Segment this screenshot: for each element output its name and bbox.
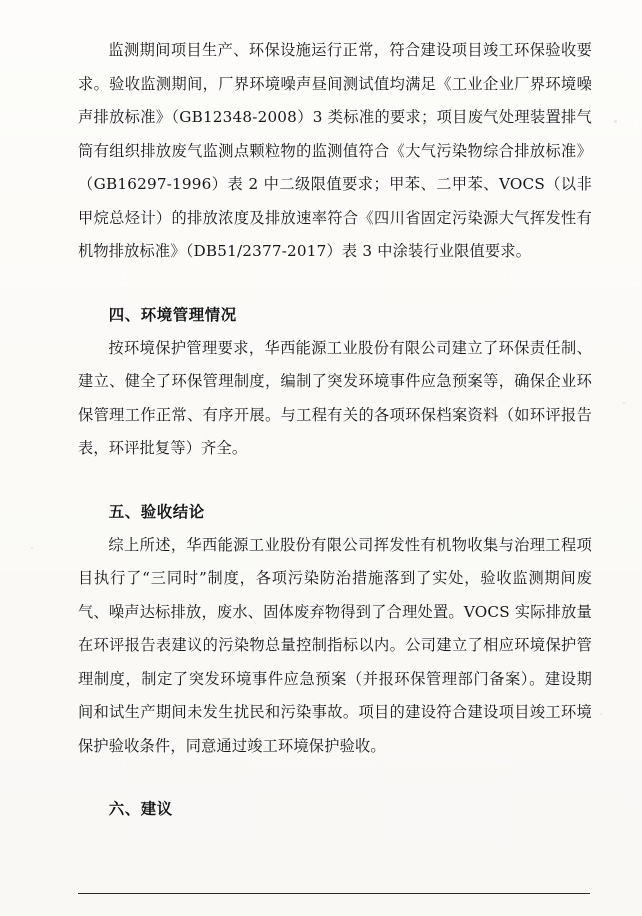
scan-speck bbox=[614, 120, 617, 123]
scan-speck bbox=[623, 402, 625, 404]
scan-speck bbox=[31, 547, 33, 549]
section-spacer bbox=[78, 466, 592, 496]
heading-environmental-management: 四、环境管理情况 bbox=[108, 305, 237, 324]
section-spacer bbox=[78, 269, 592, 299]
paragraph-environmental-management: 按环境保护管理要求，华西能源工业股份有限公司建立了环保责任制、建立、健全了环保管理制度，编制了突发环境事件应急预案等，确保企业环保管理工作正常、有序开展。与工程有关的各项环保档案资料（如环评报告表，环评批复等）齐全。 bbox=[78, 338, 592, 457]
section-spacer bbox=[78, 763, 592, 793]
paragraph-acceptance-conclusion: 综上所述，华西能源工业股份有限公司挥发性有机物收集与治理工程项目执行了“三同时”制度，各项污染防治措施落到了实处，验收监测期间废气、噪声达标排放，废水、固体废弃物得到了合理处置。VOCS 实际排放量在环评报告表建议的污染物总量控制指标以内。公司建立了相应环境保护管理制度，制定了突发环境事件应急预案（并报环保管理部门备案）。建设期间和试生产期间未发生扰民和污染事故。项目的建设符合建设项目竣工环境保护验收条件，同意通过竣工环境保护验收。 bbox=[78, 535, 592, 755]
heading-acceptance-conclusion: 五、验收结论 bbox=[108, 502, 205, 521]
heading-suggestions: 六、建议 bbox=[108, 800, 173, 818]
document-body bbox=[78, 34, 592, 826]
paragraph-monitoring-results: 监测期间项目生产、环保设施运行正常，符合建设项目竣工环保验收要求。验收监测期间，厂界环境噪声昼间测试值均满足《工业企业厂界环境噪声排放标准》（GB12348-2008）3 类标准的要求；项目废气处理装置排气筒有组织排放废气监测点颗粒物的监测值符合《大气污染物综合排放标准》（GB16297-1996）表 2 中二级限值要求；甲苯、二甲苯、VOCS（以非甲烷总烃计）的排放浓度及排放速率符合《四川省固定污染源大气挥发性有机物排放标准》（DB51/2377-2017）表 3 中涂装行业限值要求。 bbox=[78, 41, 592, 260]
footer-divider bbox=[78, 893, 590, 894]
scan-speck bbox=[600, 713, 602, 715]
